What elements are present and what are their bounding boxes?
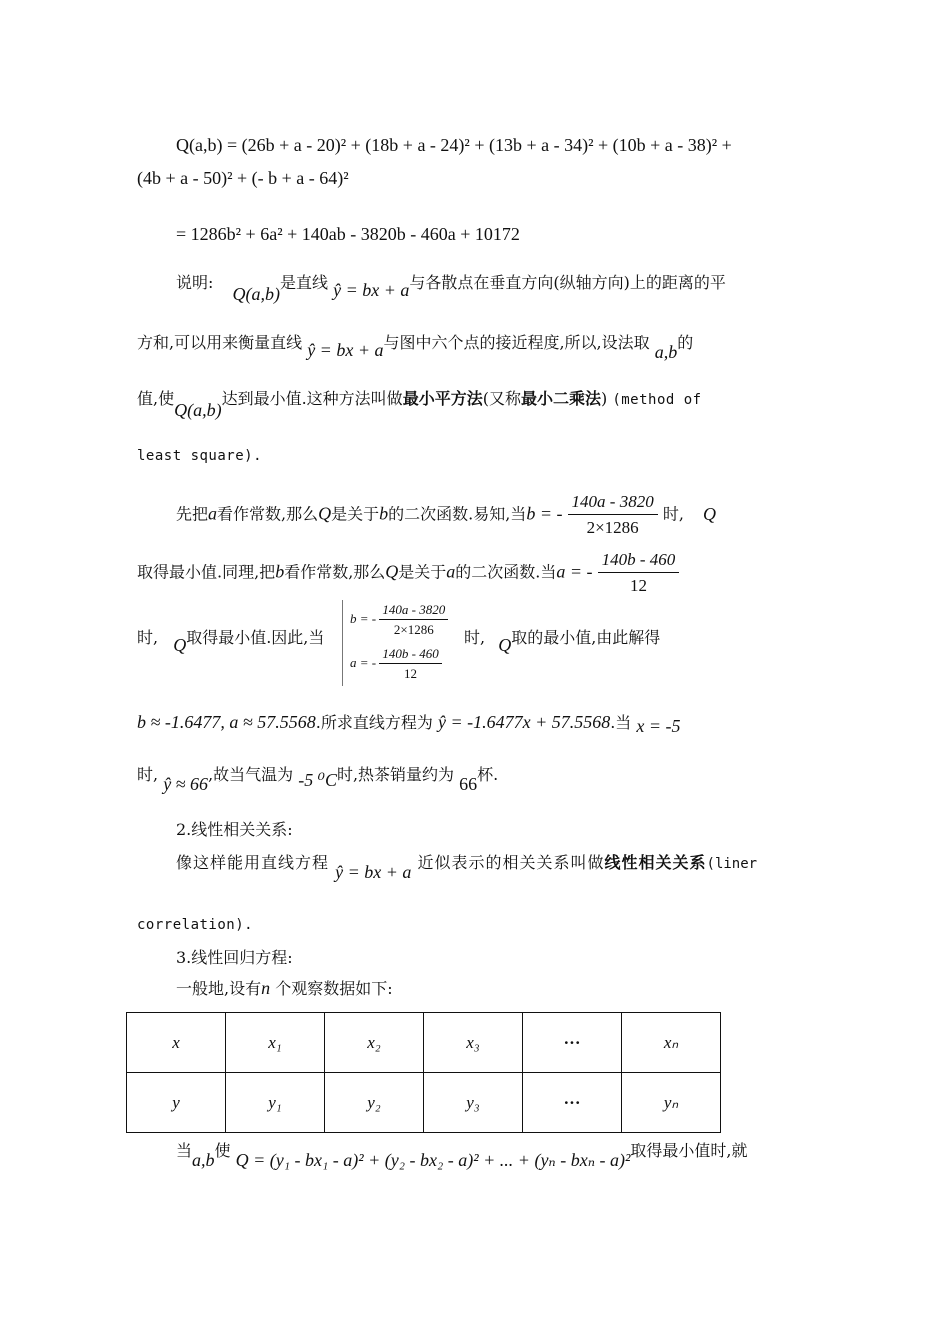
section-2-heading: 2.线性相关关系:: [176, 820, 293, 839]
system-row-b: [350, 602, 448, 638]
derivation-text: 取得最小值.同理,把: [137, 562, 276, 582]
derivation-line-3a: [137, 627, 325, 655]
derivation-text: 杯.: [477, 765, 499, 784]
table-cell: yₙ: [622, 1073, 721, 1133]
derivation-text: ,故当气温为: [208, 765, 294, 784]
final-text: 取得最小值时,就: [630, 1141, 748, 1160]
table-row-y: [127, 1073, 721, 1133]
english-term: (method of: [612, 392, 702, 408]
ab-vars: a,b: [192, 1150, 215, 1170]
b-equals: b = -: [526, 503, 563, 524]
var-b: b: [379, 503, 389, 524]
system-b-label: b = -: [350, 610, 377, 626]
table-cell: x: [127, 1013, 226, 1073]
table-row-x: [127, 1013, 721, 1073]
solution-values: b ≈ -1.6477, a ≈ 57.5568: [137, 712, 316, 732]
english-term-cont: correlation).: [137, 917, 254, 933]
ab-vars: a,b: [654, 342, 678, 362]
var-a: a: [446, 561, 456, 582]
system-fraction-b-den: 2×1286: [393, 622, 434, 637]
var-q: Q: [498, 635, 512, 655]
derivation-text: 是关于: [331, 504, 380, 524]
explanation-label: 说明:: [176, 273, 214, 292]
derivation-text: 时,热茶销量约为: [336, 765, 455, 784]
table-cell: y₂: [325, 1073, 424, 1133]
explanation-text: ): [600, 389, 608, 408]
regression-line: ŷ = -1.6477x + 57.5568: [437, 712, 611, 732]
table-cell: x₁: [226, 1013, 325, 1073]
section-3-heading: 3.线性回归方程:: [176, 948, 293, 967]
system-fraction-a: [379, 646, 441, 682]
var-q: Q: [318, 503, 332, 524]
derivation-text: 时,: [137, 628, 159, 647]
derivation-line-1: [176, 492, 716, 538]
table-cell: x₂: [325, 1013, 424, 1073]
explanation-line-1: [176, 272, 726, 304]
system-fraction-a-num: 140b - 460: [379, 646, 441, 664]
section-2-text: 像这样能用直线方程: [176, 853, 330, 872]
equation-system: [342, 600, 472, 686]
derivation-text: 看作常数,那么: [284, 562, 386, 582]
table-cell: ···: [523, 1073, 622, 1133]
system-fraction-a-den: 12: [404, 666, 418, 681]
q-expr: Q(a,b): [174, 400, 222, 420]
section-3-text: 一般地,设有: [176, 979, 262, 998]
var-a: a: [208, 503, 218, 524]
derivation-text: 的二次函数.易知,当: [388, 504, 527, 524]
y-approx: ŷ ≈ 66: [163, 774, 209, 794]
section-3-text: 个观察数据如下:: [275, 979, 393, 998]
temperature: -5 ⁰C: [298, 770, 337, 790]
final-line: [176, 1140, 748, 1170]
explanation-text: 方和,可以用来衡量直线: [137, 333, 303, 352]
fraction-b: [568, 492, 658, 538]
derivation-line-3b: [464, 627, 661, 655]
explanation-text: 与图中六个点的接近程度,所以,设法取: [383, 333, 650, 352]
english-term-cont: least square).: [137, 448, 263, 464]
x-value: x = -5: [636, 716, 681, 736]
system-a-label: a = -: [350, 654, 377, 670]
explanation-text: 值,使: [137, 389, 175, 408]
derivation-line-4: [137, 712, 681, 736]
q-expr: Q(a,b): [232, 284, 280, 304]
term-least-squares-alt: 最小二乘法: [520, 389, 601, 408]
fraction-a-denominator: 12: [629, 576, 647, 595]
system-fraction-b-num: 140a - 3820: [379, 602, 448, 620]
fraction-a-numerator: 140b - 460: [598, 550, 680, 573]
final-text: 当: [176, 1141, 193, 1160]
derivation-text: 的二次函数.当: [455, 562, 557, 582]
table-cell: y₁: [226, 1073, 325, 1133]
table-cell: ···: [523, 1013, 622, 1073]
var-n: n: [261, 978, 271, 998]
q-expanded: = 1286b² + 6a² + 140ab - 3820b - 460a + 10172: [176, 224, 520, 244]
system-row-a: [350, 646, 442, 682]
line-equation: ŷ = bx + a: [333, 280, 410, 300]
english-term: (liner: [706, 856, 758, 872]
q-definition-line-1: Q(a,b) = (26b + a - 20)² + (18b + a - 24)² + (13b + a - 34)² + (10b + a - 38)² +: [176, 135, 732, 155]
explanation-text: (又称: [482, 389, 521, 408]
observation-table: [126, 1012, 721, 1133]
explanation-text: 是直线: [280, 273, 329, 292]
table-cell: y: [127, 1073, 226, 1133]
explanation-line-2: [137, 332, 694, 362]
q-definition-line-2: (4b + a - 50)² + (- b + a - 64)²: [137, 168, 349, 188]
table-cell: xₙ: [622, 1013, 721, 1073]
fraction-a: [598, 550, 680, 596]
fraction-b-numerator: 140a - 3820: [568, 492, 658, 515]
derivation-text: 看作常数,那么: [217, 504, 319, 524]
table-cell: y₃: [424, 1073, 523, 1133]
derivation-text: 是关于: [398, 562, 447, 582]
derivation-text: .所求直线方程为: [315, 713, 433, 732]
var-q: Q: [173, 635, 187, 655]
derivation-text: 取的最小值,由此解得: [511, 628, 661, 647]
var-q: Q: [385, 561, 399, 582]
derivation-text: 时,: [137, 765, 159, 784]
system-brace: [342, 600, 347, 686]
derivation-line-2: [137, 550, 679, 596]
derivation-text: 先把: [176, 504, 209, 524]
derivation-text: 时,: [662, 504, 684, 524]
system-fraction-b: [379, 602, 448, 638]
cups-count: 66: [459, 774, 478, 794]
explanation-text: 的: [677, 333, 694, 352]
line-equation: ŷ = bx + a: [335, 862, 412, 882]
line-equation: ŷ = bx + a: [307, 340, 384, 360]
derivation-text: 取得最小值.因此,当: [186, 628, 325, 647]
a-equals: a = -: [556, 561, 593, 582]
fraction-b-denominator: 2×1286: [586, 518, 639, 537]
q-sum-expression: Q = (y₁ - bx₁ - a)² + (y₂ - bx₂ - a)² + ... + (yₙ - bxₙ - a)²: [235, 1150, 631, 1170]
var-b: b: [275, 561, 285, 582]
derivation-text: 时,: [464, 628, 486, 647]
section-2-text: 近似表示的相关关系叫做: [417, 853, 605, 872]
derivation-text: .当: [610, 713, 632, 732]
explanation-text: 达到最小值.这种方法叫做: [221, 389, 403, 408]
term-least-squares: 最小平方法: [402, 389, 483, 408]
explanation-text: 与各散点在垂直方向(纵轴方向)上的距离的平: [409, 273, 726, 292]
derivation-line-5: [137, 764, 499, 794]
term-linear-correlation: 线性相关关系: [604, 853, 707, 872]
section-3-body: [176, 978, 393, 999]
var-q: Q: [703, 503, 716, 524]
table-cell: x₃: [424, 1013, 523, 1073]
explanation-line-3: [137, 388, 702, 420]
section-2-body: [176, 852, 758, 882]
final-text: 使: [214, 1141, 231, 1160]
